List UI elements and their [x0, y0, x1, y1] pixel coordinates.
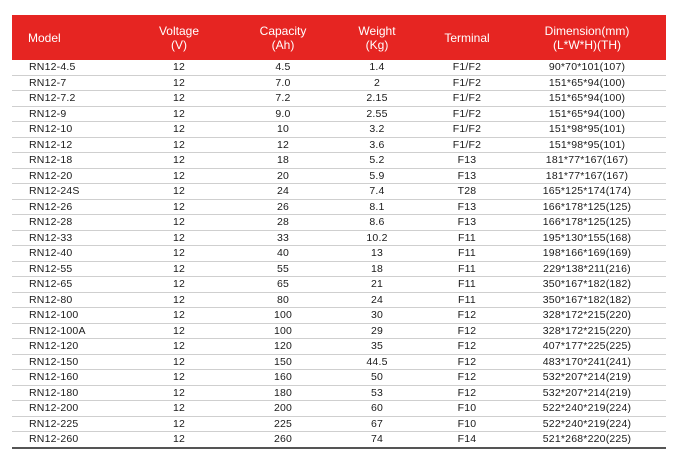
weight-cell: 53	[328, 385, 426, 401]
weight-cell: 10.2	[328, 230, 426, 246]
dimension-cell: 195*130*155(168)	[508, 230, 666, 246]
voltage-cell: 12	[120, 432, 238, 448]
voltage-cell: 12	[120, 308, 238, 324]
weight-cell: 24	[328, 292, 426, 308]
terminal-cell: F11	[426, 277, 508, 293]
table-row	[12, 308, 666, 324]
dimension-cell: 151*98*95(101)	[508, 122, 666, 138]
weight-cell: 44.5	[328, 354, 426, 370]
terminal-cell: F12	[426, 308, 508, 324]
header-voltage-line1: Voltage	[158, 23, 200, 38]
weight-cell: 5.2	[328, 153, 426, 169]
weight-cell: 2	[328, 75, 426, 91]
battery-spec-table	[12, 15, 666, 449]
terminal-cell: F12	[426, 339, 508, 355]
table-row	[12, 385, 666, 401]
table-row	[12, 106, 666, 122]
weight-cell: 8.1	[328, 199, 426, 215]
dimension-cell: 166*178*125(125)	[508, 199, 666, 215]
weight-cell: 3.6	[328, 137, 426, 153]
capacity-cell: 160	[238, 370, 328, 386]
terminal-cell: F12	[426, 323, 508, 339]
weight-cell: 50	[328, 370, 426, 386]
capacity-cell: 150	[238, 354, 328, 370]
header-capacity-line1: Capacity	[259, 23, 307, 38]
capacity-cell: 12	[238, 137, 328, 153]
capacity-cell: 260	[238, 432, 328, 448]
header-terminal	[426, 15, 508, 60]
voltage-cell: 12	[120, 168, 238, 184]
dimension-cell: 181*77*167(167)	[508, 153, 666, 169]
table-row	[12, 215, 666, 231]
capacity-cell: 33	[238, 230, 328, 246]
header-dimension-line1: Dimension(mm)	[544, 23, 630, 38]
header-voltage-line2: (V)	[171, 37, 187, 52]
weight-cell: 21	[328, 277, 426, 293]
voltage-cell: 12	[120, 215, 238, 231]
weight-cell: 35	[328, 339, 426, 355]
model-cell: RN12-26	[12, 199, 120, 215]
model-cell: RN12-120	[12, 339, 120, 355]
table-row	[12, 323, 666, 339]
table-row	[12, 184, 666, 200]
capacity-cell: 26	[238, 199, 328, 215]
dimension-cell: 483*170*241(241)	[508, 354, 666, 370]
voltage-cell: 12	[120, 91, 238, 107]
weight-cell: 74	[328, 432, 426, 448]
capacity-cell: 18	[238, 153, 328, 169]
model-cell: RN12-150	[12, 354, 120, 370]
model-cell: RN12-100A	[12, 323, 120, 339]
terminal-cell: F10	[426, 416, 508, 432]
voltage-cell: 12	[120, 184, 238, 200]
voltage-cell: 12	[120, 60, 238, 75]
weight-cell: 13	[328, 246, 426, 262]
model-cell: RN12-28	[12, 215, 120, 231]
dimension-cell: 522*240*219(224)	[508, 416, 666, 432]
table-row	[12, 91, 666, 107]
capacity-cell: 180	[238, 385, 328, 401]
terminal-cell: F10	[426, 401, 508, 417]
table-row	[12, 230, 666, 246]
dimension-cell: 532*207*214(219)	[508, 370, 666, 386]
dimension-cell: 151*65*94(100)	[508, 106, 666, 122]
capacity-cell: 200	[238, 401, 328, 417]
header-model	[12, 15, 120, 60]
header-row	[12, 15, 666, 60]
model-cell: RN12-100	[12, 308, 120, 324]
table-row	[12, 354, 666, 370]
capacity-cell: 40	[238, 246, 328, 262]
model-cell: RN12-65	[12, 277, 120, 293]
model-cell: RN12-4.5	[12, 60, 120, 75]
table-row	[12, 137, 666, 153]
terminal-cell: F1/F2	[426, 91, 508, 107]
dimension-cell: 328*172*215(220)	[508, 308, 666, 324]
model-cell: RN12-10	[12, 122, 120, 138]
voltage-cell: 12	[120, 122, 238, 138]
voltage-cell: 12	[120, 339, 238, 355]
weight-cell: 2.55	[328, 106, 426, 122]
voltage-cell: 12	[120, 292, 238, 308]
model-cell: RN12-160	[12, 370, 120, 386]
model-cell: RN12-55	[12, 261, 120, 277]
dimension-cell: 532*207*214(219)	[508, 385, 666, 401]
dimension-cell: 350*167*182(182)	[508, 292, 666, 308]
terminal-cell: F13	[426, 199, 508, 215]
voltage-cell: 12	[120, 75, 238, 91]
model-cell: RN12-7	[12, 75, 120, 91]
voltage-cell: 12	[120, 416, 238, 432]
header-weight-line2: (Kg)	[365, 37, 389, 52]
model-cell: RN12-260	[12, 432, 120, 448]
terminal-cell: F13	[426, 168, 508, 184]
capacity-cell: 24	[238, 184, 328, 200]
voltage-cell: 12	[120, 246, 238, 262]
model-cell: RN12-12	[12, 137, 120, 153]
dimension-cell: 521*268*220(225)	[508, 432, 666, 448]
terminal-cell: F1/F2	[426, 75, 508, 91]
table-row	[12, 168, 666, 184]
header-terminal-label: Terminal	[444, 30, 490, 45]
model-cell: RN12-18	[12, 153, 120, 169]
table-header	[12, 15, 666, 60]
table-row	[12, 122, 666, 138]
weight-cell: 29	[328, 323, 426, 339]
weight-cell: 18	[328, 261, 426, 277]
model-cell: RN12-20	[12, 168, 120, 184]
header-capacity-line2: (Ah)	[271, 37, 295, 52]
weight-cell: 2.15	[328, 91, 426, 107]
capacity-cell: 100	[238, 323, 328, 339]
table-body	[12, 60, 666, 448]
terminal-cell: F11	[426, 246, 508, 262]
table-row	[12, 261, 666, 277]
table-row	[12, 339, 666, 355]
table-row	[12, 416, 666, 432]
voltage-cell: 12	[120, 230, 238, 246]
dimension-cell: 90*70*101(107)	[508, 60, 666, 75]
terminal-cell: F14	[426, 432, 508, 448]
weight-cell: 1.4	[328, 60, 426, 75]
capacity-cell: 55	[238, 261, 328, 277]
capacity-cell: 7.0	[238, 75, 328, 91]
header-weight-line1: Weight	[358, 23, 396, 38]
terminal-cell: F1/F2	[426, 106, 508, 122]
model-cell: RN12-180	[12, 385, 120, 401]
table-row	[12, 60, 666, 75]
voltage-cell: 12	[120, 354, 238, 370]
terminal-cell: F13	[426, 153, 508, 169]
voltage-cell: 12	[120, 323, 238, 339]
capacity-cell: 100	[238, 308, 328, 324]
voltage-cell: 12	[120, 106, 238, 122]
dimension-cell: 166*178*125(125)	[508, 215, 666, 231]
weight-cell: 67	[328, 416, 426, 432]
terminal-cell: F1/F2	[426, 60, 508, 75]
capacity-cell: 9.0	[238, 106, 328, 122]
terminal-cell: F12	[426, 385, 508, 401]
weight-cell: 30	[328, 308, 426, 324]
voltage-cell: 12	[120, 137, 238, 153]
model-cell: RN12-40	[12, 246, 120, 262]
voltage-cell: 12	[120, 153, 238, 169]
dimension-cell: 229*138*211(216)	[508, 261, 666, 277]
header-model-label: Model	[28, 30, 61, 45]
model-cell: RN12-9	[12, 106, 120, 122]
table-row	[12, 246, 666, 262]
capacity-cell: 65	[238, 277, 328, 293]
dimension-cell: 151*98*95(101)	[508, 137, 666, 153]
voltage-cell: 12	[120, 401, 238, 417]
terminal-cell: F12	[426, 354, 508, 370]
header-capacity	[238, 15, 328, 60]
terminal-cell: F12	[426, 370, 508, 386]
voltage-cell: 12	[120, 261, 238, 277]
dimension-cell: 165*125*174(174)	[508, 184, 666, 200]
terminal-cell: F11	[426, 230, 508, 246]
terminal-cell: F11	[426, 261, 508, 277]
model-cell: RN12-33	[12, 230, 120, 246]
model-cell: RN12-200	[12, 401, 120, 417]
header-weight	[328, 15, 426, 60]
weight-cell: 60	[328, 401, 426, 417]
dimension-cell: 151*65*94(100)	[508, 91, 666, 107]
header-voltage	[120, 15, 238, 60]
capacity-cell: 80	[238, 292, 328, 308]
header-dimension-line2: (L*W*H)(TH)	[553, 37, 621, 52]
table-row	[12, 277, 666, 293]
model-cell: RN12-7.2	[12, 91, 120, 107]
capacity-cell: 28	[238, 215, 328, 231]
model-cell: RN12-80	[12, 292, 120, 308]
table-row	[12, 370, 666, 386]
capacity-cell: 120	[238, 339, 328, 355]
capacity-cell: 4.5	[238, 60, 328, 75]
terminal-cell: T28	[426, 184, 508, 200]
terminal-cell: F11	[426, 292, 508, 308]
dimension-cell: 181*77*167(167)	[508, 168, 666, 184]
terminal-cell: F1/F2	[426, 122, 508, 138]
table-row	[12, 199, 666, 215]
dimension-cell: 151*65*94(100)	[508, 75, 666, 91]
voltage-cell: 12	[120, 385, 238, 401]
dimension-cell: 522*240*219(224)	[508, 401, 666, 417]
table-row	[12, 292, 666, 308]
capacity-cell: 10	[238, 122, 328, 138]
voltage-cell: 12	[120, 277, 238, 293]
dimension-cell: 350*167*182(182)	[508, 277, 666, 293]
terminal-cell: F13	[426, 215, 508, 231]
table-row	[12, 153, 666, 169]
model-cell: RN12-225	[12, 416, 120, 432]
model-cell: RN12-24S	[12, 184, 120, 200]
dimension-cell: 407*177*225(225)	[508, 339, 666, 355]
weight-cell: 8.6	[328, 215, 426, 231]
table-row	[12, 75, 666, 91]
capacity-cell: 225	[238, 416, 328, 432]
capacity-cell: 7.2	[238, 91, 328, 107]
table-row	[12, 401, 666, 417]
header-dimension	[508, 15, 666, 60]
voltage-cell: 12	[120, 199, 238, 215]
capacity-cell: 20	[238, 168, 328, 184]
dimension-cell: 198*166*169(169)	[508, 246, 666, 262]
weight-cell: 3.2	[328, 122, 426, 138]
table-row	[12, 432, 666, 448]
weight-cell: 5.9	[328, 168, 426, 184]
weight-cell: 7.4	[328, 184, 426, 200]
terminal-cell: F1/F2	[426, 137, 508, 153]
dimension-cell: 328*172*215(220)	[508, 323, 666, 339]
voltage-cell: 12	[120, 370, 238, 386]
